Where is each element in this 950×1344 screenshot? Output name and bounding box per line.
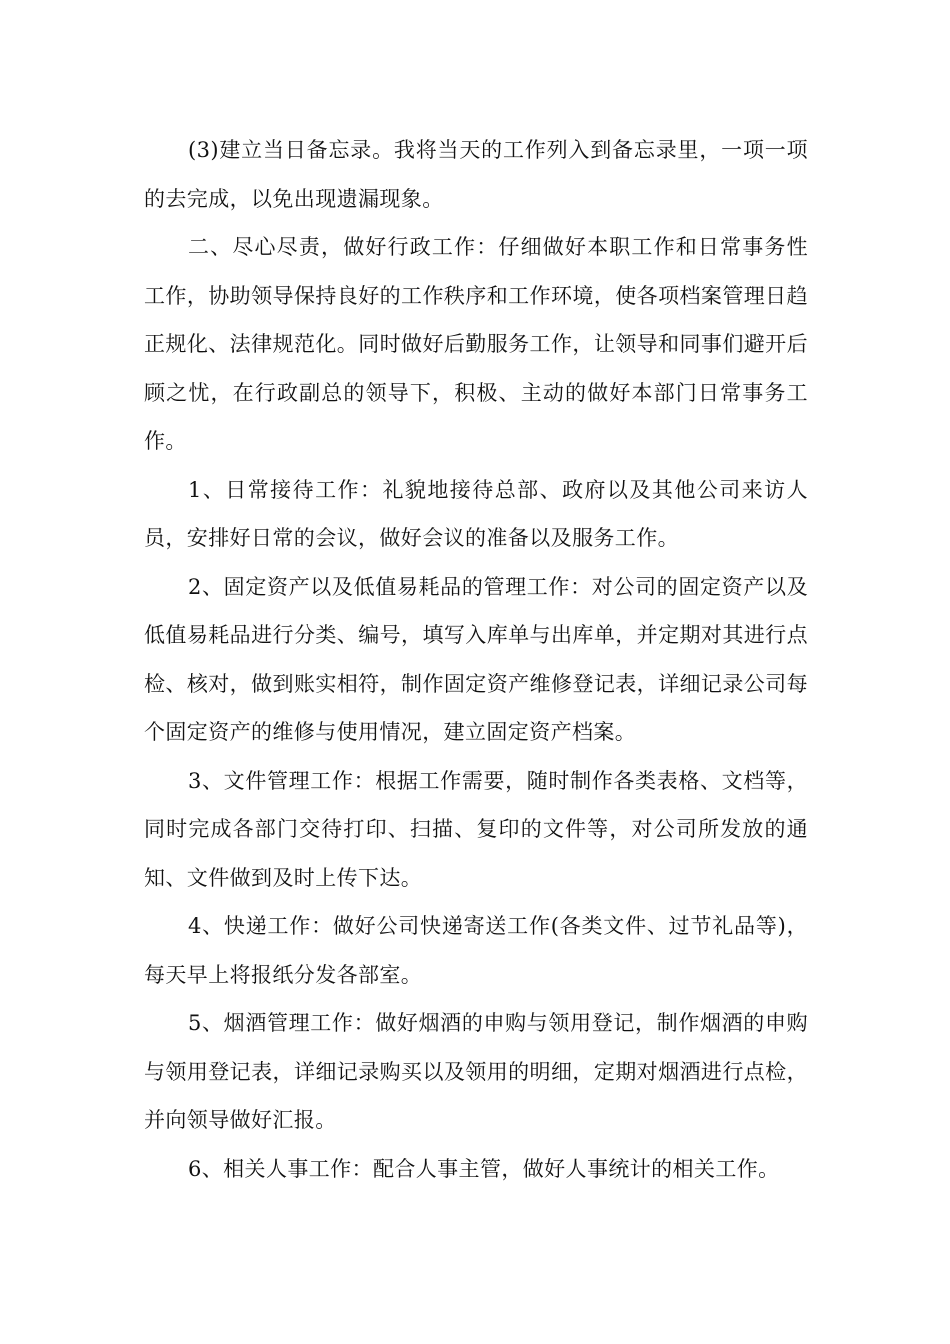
paragraph-fixed-assets: 2、固定资产以及低值易耗品的管理工作：对公司的固定资产以及低值易耗品进行分类、编号，填写入库单与出库单，并定期对其进行点检、核对，做到账实相符，制作固定资产维修登记表，详细记录公司每个固定资产的维修与使用情况，建立固定资产档案。	[144, 574, 808, 744]
paragraph-memo: (3)建立当日备忘录。我将当天的工作列入到备忘录里，一项一项的去完成，以免出现遗漏现象。	[144, 138, 808, 211]
paragraph-tobacco-liquor: 5、烟酒管理工作：做好烟酒的申购与领用登记，制作烟酒的申购与领用登记表，详细记录购买以及领用的明细，定期对烟酒进行点检，并向领导做好汇报。	[144, 1011, 808, 1132]
paragraph-reception: 1、日常接待工作：礼貌地接待总部、政府以及其他公司来访人员，安排好日常的会议，做好会议的准备以及服务工作。	[144, 477, 808, 550]
paragraph-hr-work: 6、相关人事工作：配合人事主管，做好人事统计的相关工作。	[188, 1156, 780, 1181]
document-body	[144, 126, 808, 1193]
paragraph-file-management: 3、文件管理工作：根据工作需要，随时制作各类表格、文档等，同时完成各部门交待打印、扫描、复印的文件等，对公司所发放的通知、文件做到及时上传下达。	[144, 768, 808, 890]
paragraph-admin-work: 二、尽心尽责，做好行政工作：仔细做好本职工作和日常事务性工作，协助领导保持良好的工作秩序和工作环境，使各项档案管理日趋正规化、法律规范化。同时做好后勤服务工作，让领导和同事们避开后顾之忧，在行政副总的领导下，积极、主动的做好本部门日常事务工作。	[144, 235, 808, 453]
paragraph-courier: 4、快递工作：做好公司快递寄送工作(各类文件、过节礼品等)，每天早上将报纸分发各部室。	[144, 914, 808, 987]
